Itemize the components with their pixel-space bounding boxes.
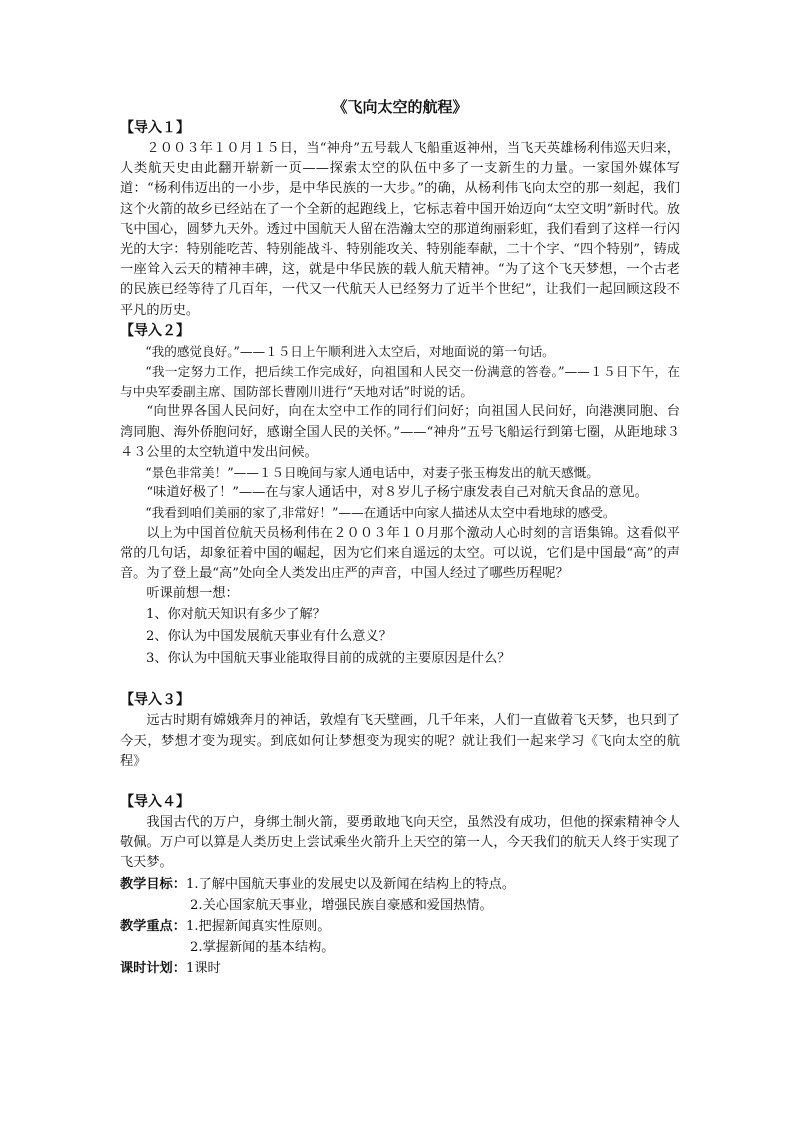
intro2-quote: “景色非常美！”——１５日晚间与家人通电话中，对妻子张玉梅发出的航天感慨。: [145, 465, 599, 481]
objectives-block: [120, 874, 680, 895]
intro2-summary: 以上为中国首位航天员杨利伟在２００３年１０月那个激动人心时刻的言语集锦。这看似平常的几句话，却象征着中国的崛起，因为它们来自遥远的太空。可以说，它们是中国最“高”的声音。为了登上最“高”处向全人类发出庄严的声音，中国人经过了哪些历程呢？: [120, 525, 680, 582]
key-points-label: 教学重点：: [120, 918, 186, 934]
objective-item: 1.了解中国航天事业的发展史以及新闻在结构上的特点。: [185, 876, 516, 892]
intro4-heading: 【导入４】: [120, 794, 190, 811]
objectives-label: 教学目标：: [120, 876, 186, 892]
intro1-heading: 【导入１】: [120, 120, 190, 136]
question-item: 1、你对航天知识有多少了解？: [146, 607, 326, 623]
intro3-paragraph: 远古时期有嫦娥奔月的神话，敦煌有飞天壁画，几千年来，人们一直做着飞天梦，也只到了今天，梦想才变为现实。到底如何让梦想变为现实的呢？就让我们一起来学习《飞向太空的航程》: [120, 713, 680, 769]
intro2-quote: “我一定努力工作，把后续工作完成好，向祖国和人民交一份满意的答卷。”——１５日下午，在与中央军委副主席、国防部长曹刚川进行“天地对话”时说的话。: [120, 364, 680, 400]
schedule-label: 课时计划：: [120, 960, 186, 976]
intro3-heading: 【导入３】: [120, 692, 190, 709]
intro2-quote: “向世界各国人民问好，向在太空中工作的同行们问好；向祖国人民问好，向港澳同胞、台湾同胞、海外侨胞问好，感谢全国人民的关怀。”——“神舟”五号飞船运行到第七圈，从距地球３４３公里的太空轨道中发出问候。: [120, 404, 680, 460]
key-point-item-row: [120, 937, 680, 958]
intro2-heading: 【导入２】: [120, 322, 190, 339]
intro2-quote: “我看到咱们美丽的家了,非常好！”——在通话中向家人描述从太空中看地球的感受。: [145, 505, 616, 521]
objective-item: 2.关心国家航天事业，增强民族自豪感和爱国热情。: [190, 897, 493, 913]
intro2-quote: “我的感觉良好。”——１５日上午顺利进入太空后，对地面说的第一句话。: [145, 343, 555, 359]
intro1-paragraph: ２００３年１０月１５日，当“神舟”五号载人飞船重返神州，当飞天英雄杨利伟巡天归来，人类航天史由此翻开崭新一页——探索太空的队伍中多了一支新生的力量。一家国外媒体写道：“杨利伟迈出的一小步，是中华民族的一大步。”的确，从杨利伟飞向太空的那一刻起，我们这个火箭的故乡已经站在了一个全新的起跑线上，它标志着中国开始迈向“太空文明”新时代。放飞中国心，圆梦九天外。透过中国航天人留在浩瀚太空的那道绚丽彩虹，我们看到了这样一行闪光的大字：特别能吃苦、特别能战斗、特别能攻关、特别能奉献，二十个字、“四个特别”，铸成一座耸入云天的精神丰碑，这，就是中华民族的载人航天精神。“为了这个飞天梦想，一个古老的民族已经等待了几百年，一代又一代航天人已经努力了近半个世纪”，让我们一起回顾这段不平凡的历史。: [120, 141, 680, 318]
key-point-item: 1.把握新闻真实性原则。: [185, 918, 331, 934]
key-points-block: [120, 916, 680, 937]
document-title: 《飞向太空的航程》: [332, 98, 468, 116]
intro2-quote: “味道好极了！”——在与家人通话中，对８岁儿子杨宁康发表自己对航天食品的意见。: [146, 485, 648, 501]
intro4-paragraph: 我国古代的万户，身绑土制火箭，要勇敢地飞向天空，虽然没有成功，但他的探索精神令人敬佩。万户可以算是人类历史上尝试乘坐火箭升上天空的第一人，今天我们的航天人终于实现了飞天梦。: [120, 815, 680, 871]
document-page: [120, 96, 680, 979]
think-label: 听课前想一想：: [146, 586, 239, 602]
question-item: 2、你认为中国发展航天事业有什么意义？: [146, 629, 392, 645]
key-point-item: 2.掌握新闻的基本结构。: [190, 939, 335, 955]
question-item: 3、你认为中国航天事业能取得目前的成就的主要原因是什么？: [146, 651, 511, 667]
schedule-value: 1课时: [185, 960, 221, 976]
schedule-block: [120, 958, 680, 979]
objective-item-row: [120, 895, 680, 916]
